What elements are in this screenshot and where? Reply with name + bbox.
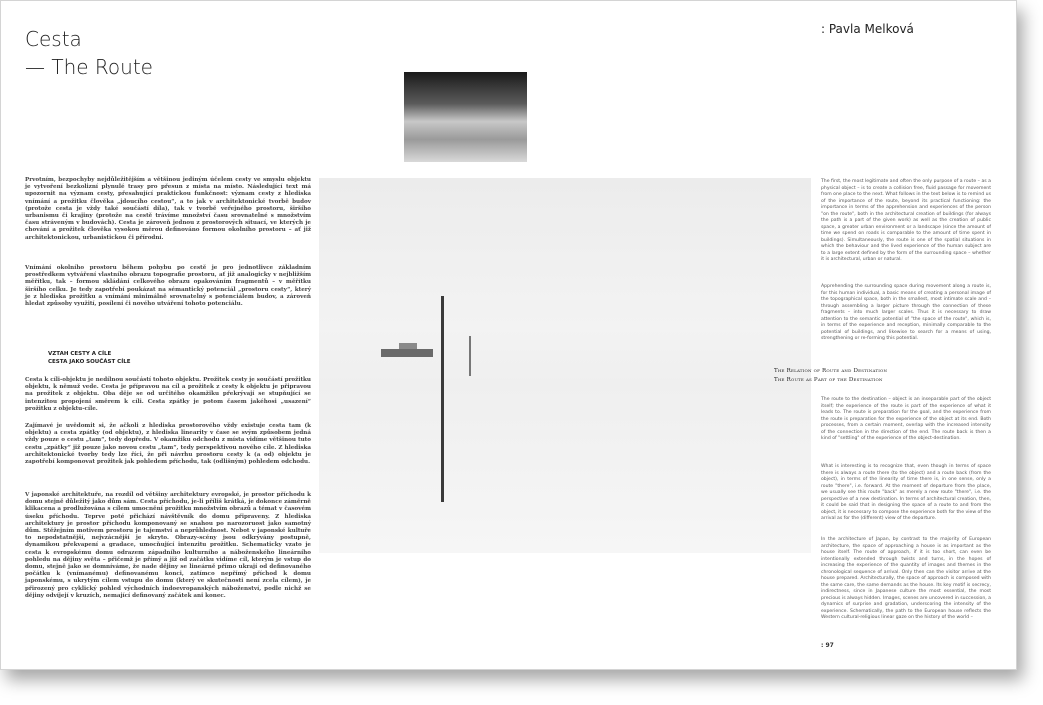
photo-marker-pole-small [469, 336, 471, 376]
snow-landscape-photo [319, 178, 811, 553]
english-paragraph-2 [821, 284, 991, 343]
english-text-1: The first, the most legitimate and often the only purpose of a route – as a physical object – is to create a collision free, fluid passage for movement from one place to the next. What follows in the text below is to remind us of the importance of the route, beyond its practical functioning: the importance in terms of the apprehension and experiences of the person "on the route", both in the architectural creation of buildings (for always the path is a part of the given work) as well as the creation of public space, a greater urban environment or a landscape (since the amount of time we spend on roads is comparable to the amount of time spent in buildings). Simultaneously, the route is one of the spatial situations in which the behaviour and the lived experience of the human subject are to a large extent defined by the form of the surrounding space – whether it is architectural, urban or natural. [821, 179, 991, 262]
czech-text-3: Cesta k cíli-objektu je nedílnou součástí tohoto objektu. Prožitek cesty je součástí prožitku objektu, k němuž vede. Cesta je přípravou na cíl a prožitek z cesty k objektu je připravou na prožitek z objektu. Oba děje se od určitého okamžiku překrývají se stupňující se intenzitou propojení směrem k cíli. Cesta zpátky je potom časem jakéhosi „usazení“ prožitku z objektu-cíle. [25, 377, 311, 412]
english-text-2: Apprehending the surrounding space during movement along a route is, for this human individual, a basic means of creating a personal image of the topographical space, both in the smallest, most intimate scale and – through assembling a larger picture through the connection of these fragments – into much larger scales. Thus it is necessary to draw attention to the semantic potential of "the space of the route", which is, in terms of the experience and reception, minimally comparable to the potential of buildings, and likewise to search for a means of using, strengthening or re-forming this potential. [821, 284, 991, 341]
photo-marker-pole [441, 296, 444, 502]
czech-paragraph-2 [25, 265, 311, 308]
czech-paragraph-4 [25, 423, 311, 466]
english-heading-1: The Relation of Route and Destination [774, 368, 888, 374]
english-text-5: In the architecture of Japan, by contrast to the majority of European architecture, the space of approaching a house is as important as the house itself. The route of approach, if it is too short, can even be intentionally extended through twists and turns, in the hopes of increasing the experience of the quantity of images and themes in the chronological sequence of arrival. Only then can the visitor arrive at the house prepared. Architecturally, the space of approach is composed with the same care, the same demands as the house. Its key motif is secrecy, indirectness, since in Japanese culture the most essential, the most precious is always hidden. Images, scenes are uncovered in succession, a dynamics of surprise and gradation, underscoring the intensity of the experience. Schematically, the path to the European house reflects the Western cultural-religious linear gaze on the history of the world – [821, 537, 991, 620]
page-number: : 97 [821, 642, 834, 649]
english-text-3: The route to the destination – object is an inseparable part of the object itself; the experience of the route is part of the experience of what it leads to. The route is preparation for the goal, and the experience from the route is preparation for the experience of the object at its end. Both processes, from a certain moment, overlap with the increased intensity of the connection in the direction of the end. The route back is then a kind of "settling" of the experience of the object-destination. [821, 397, 991, 441]
page-title [25, 25, 153, 81]
czech-paragraph-1 [25, 177, 311, 242]
english-paragraph-1 [821, 179, 991, 264]
english-paragraph-3 [821, 397, 991, 443]
czech-text-4: Zajímavé je uvědomit si, že ačkoli z hlediska prostorového vždy existuje cesta tam (k objektu) a cesta zpátky (od objektu), z hlediska linearity v čase se svým způsobem jedná vždy pouze o cestu „tam“, tedy dopředu. V okamžiku odchodu z místa vidíme většinou tuto cestu „zpátky“ již pouze jako novou cestu „tam“, tedy perspektivou nového cíle. Z hlediska architektonické tvorby tedy lze říci, že při návrhu prostoru cesty k (a od) objektu je zapotřebí komponovat prožitek jak pohledem příchodu, tak (odlišným) pohledem odchodu. [25, 423, 311, 466]
czech-heading-2: CESTA JAKO SOUČÁST CÍLE [48, 359, 131, 365]
english-paragraph-4 [821, 464, 991, 523]
czech-text-5: V japonské architektuře, na rozdíl od většiny architektury evropské, je prostor příchodu k domu stejně důležitý jako dům sám. Cesta příchodu, je-li příliš krátká, je dokonce záměrně klikacena a prodlužována s cílem umocnění prožitku množstvím obrazů a témat v časovém úseku příchodu. Teprve poté přichází návštěvník do domu připraveny. Z hlediska architektury je prostor příchodu komponovaný se snahou po narozoruost jako samotný dům. Stěžejním motivem prostoru je tajemství a neprůhlednost. Nebot v japonské kultuře to nepodstatnější, nejvzácnější je skryto. Obrazy-scény jsou odkrývány postupně, dynamikou překvapení a gradace, umocňující intenzitu prožitku. Schematicky vzato je cesta k evropskému domu odrazem západního kulturního a náboženského lineárního pohledu na dějiny světa – přičemž je přímý a již od začátku vidíme cíl, kterým je vstup do domu, stejně jako se domníváme, že nade dějiny se lineárně přímo ukrají od definovaného počátku k (vnímanému) definovanému konci, zatímco nepřímý příchod k domu japonskému, s ukrytým cílem vstupu do domu (který ve skutečnosti není zcela cílem), je přirozený pro cyklický pohled východních indoevropanských náboženství, podle nichž se dějiny odvíjejí v kruzích, nemající definovaný začátek ani konec. [25, 492, 311, 599]
english-heading-2: The Route as Part of the Destination [774, 377, 883, 383]
photo-cabin [381, 349, 433, 357]
title-czech: Cesta [25, 27, 82, 51]
czech-text-1: Prvotním, bezpochyby nejdůležitějším a většinou jediným účelem cesty ve smyslu objektu je vytvoření bezkolizní plynulé trasy pro přesun z místa na místo. Následující text má upozornit na význam cesty, přesahující praktickou funkčnost: význam cesty z hlediska vnímání a prožitku člověka „jdoucího cestou“, a to jak v architektonické tvorbě budov (protože cesta je vždy také součástí díla), tak v tvorbě veřejného prostoru, širšího urbanismu či krajiny (protože na cestě trávíme množství času srovnatelné s množstvím času stráveným v budovách). Cesta je zároveň jednou z prostorových situací, ve kterých je chování a prožitek člověka vysokou měrou definováno formou okolního prostoru – ať již architektonickou, urbanistickou či přírodní. [25, 177, 311, 241]
author-name: : Pavla Melková [821, 22, 914, 36]
czech-text-2: Vnímání okolního prostoru během pohybu po cestě je pro jednotlivce základním prostředkem vytváření vlastního obrazu topografie prostoru, ať již analogicky v nejbližším měřítku, tak – formou skládání celkového obrazu opakováním fragmentů – v měřítku širšího celku. Je tedy zapotřebí poukázat na sémantický potenciál „prostoru cesty“, který je z hlediska prožitku a vnímání minimálně srovnatelný s potenciálem budov, a zároveň hledat způsoby využití, posílení či nového utváření tohoto potenciálu. [25, 265, 311, 308]
english-paragraph-5 [821, 537, 991, 622]
english-text-4: What is interesting is to recognize that, even though in terms of space there is always a route there (to the object) and a route back (from the object), in terms of the linearity of time there is, in one sense, only a route "there", i.e. forward. At the moment of departure from the place, we usually see this route "back" as merely a new route "there", i.e. the perspective of a new destination. In terms of architectural creation, then, it could be said that in designing the space of a route to and from the object, it is necessary to compose the experience both for the view of the arrival as for the (different) view of the departure. [821, 464, 991, 521]
czech-paragraph-5 [25, 492, 311, 600]
cloud-photo-thumbnail [404, 72, 527, 162]
czech-paragraph-3 [25, 377, 311, 413]
title-english: — The Route [25, 55, 153, 79]
czech-heading-1: VZTAH CESTY A CÍLE [48, 351, 112, 357]
